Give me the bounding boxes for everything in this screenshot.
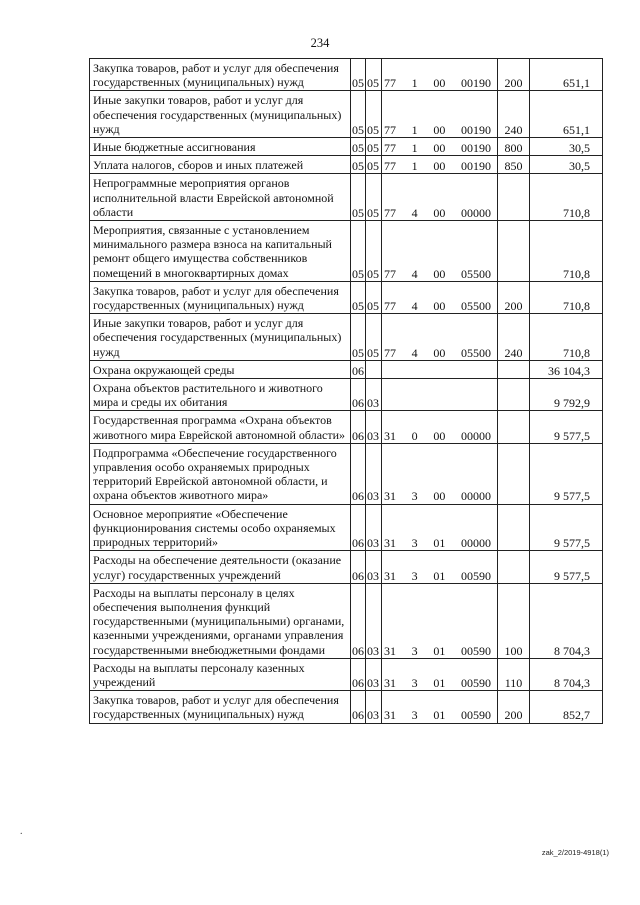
row-name-cell: Государственная программа «Охрана объектов животного мира Еврейской автономной области»	[90, 411, 351, 443]
target-article-part: 00590	[460, 675, 491, 690]
amount-cell: 710,8	[530, 221, 603, 282]
table-row	[90, 551, 603, 583]
target-article-part: 77	[384, 205, 396, 220]
subsection-code-cell: 03	[366, 443, 382, 504]
amount-cell: 36 104,3	[530, 360, 603, 378]
target-article-code	[384, 299, 495, 313]
expense-type-cell: 800	[498, 138, 530, 156]
row-name-cell: Расходы на выплаты персоналу в целях обеспечения выполнения функций государственными (муниципальными) органами, казенными учреждениями, органами управления государственными внебюджетными фондами	[90, 583, 351, 658]
row-name-cell: Основное мероприятие «Обеспечение функционирования системы особо охраняемых природных территорий»	[90, 504, 351, 551]
amount-cell: 30,5	[530, 138, 603, 156]
target-article-part: 01	[433, 708, 446, 723]
target-article-part: 00190	[460, 141, 491, 156]
target-article-part: 00	[433, 76, 446, 91]
row-name-cell: Иные закупки товаров, работ и услуг для обеспечения государственных (муниципальных) нужд	[90, 91, 351, 138]
subsection-code-cell: 05	[366, 91, 382, 138]
target-article-cell	[382, 314, 498, 361]
expense-type-cell	[498, 360, 530, 378]
target-article-part: 77	[384, 76, 396, 91]
table-row	[90, 691, 603, 723]
target-article-part: 00590	[460, 568, 491, 583]
expense-type-cell	[498, 443, 530, 504]
section-code-cell: 06	[351, 443, 366, 504]
section-code-cell: 05	[351, 281, 366, 313]
amount-cell: 9 577,5	[530, 443, 603, 504]
row-name-cell: Уплата налогов, сборов и иных платежей	[90, 156, 351, 174]
row-name-cell: Охрана объектов растительного и животного мира и среды их обитания	[90, 379, 351, 411]
expense-type-cell: 200	[498, 59, 530, 91]
target-article-code	[384, 159, 495, 173]
section-code-cell: 05	[351, 221, 366, 282]
expense-type-cell	[498, 174, 530, 221]
table-row	[90, 360, 603, 378]
row-name-cell: Закупка товаров, работ и услуг для обеспечения государственных (муниципальных) нужд	[90, 281, 351, 313]
amount-cell: 651,1	[530, 59, 603, 91]
target-article-part: 0	[411, 428, 418, 443]
row-name-cell: Непрограммные мероприятия органов исполнительной власти Еврейской автономной области	[90, 174, 351, 221]
expense-type-cell	[498, 411, 530, 443]
target-article-cell	[382, 443, 498, 504]
target-article-code	[384, 489, 495, 503]
amount-cell: 710,8	[530, 314, 603, 361]
section-code-cell: 05	[351, 174, 366, 221]
subsection-code-cell: 03	[366, 551, 382, 583]
target-article-part: 00590	[460, 708, 491, 723]
table-row	[90, 221, 603, 282]
subsection-code-cell: 05	[366, 281, 382, 313]
target-article-part: 00	[433, 345, 446, 360]
table-row	[90, 658, 603, 690]
target-article-part: 00000	[460, 536, 491, 551]
target-article-part: 00	[433, 266, 446, 281]
table-row	[90, 443, 603, 504]
target-article-part: 77	[384, 159, 396, 174]
target-article-part: 77	[384, 122, 396, 137]
target-article-part: 31	[384, 643, 396, 658]
expense-type-cell	[498, 379, 530, 411]
section-code-cell: 05	[351, 156, 366, 174]
margin-mark: .	[20, 826, 23, 837]
target-article-part: 31	[384, 675, 396, 690]
expense-type-cell: 110	[498, 658, 530, 690]
target-article-code	[384, 267, 495, 281]
target-article-code	[384, 346, 495, 360]
subsection-code-cell: 05	[366, 156, 382, 174]
subsection-code-cell: 05	[366, 314, 382, 361]
subsection-code-cell: 03	[366, 658, 382, 690]
table-row	[90, 138, 603, 156]
amount-cell: 9 577,5	[530, 504, 603, 551]
row-name-cell: Закупка товаров, работ и услуг для обеспечения государственных (муниципальных) нужд	[90, 59, 351, 91]
section-code-cell: 05	[351, 59, 366, 91]
target-article-part: 00000	[460, 428, 491, 443]
row-name-cell: Иные закупки товаров, работ и услуг для обеспечения государственных (муниципальных) нужд	[90, 314, 351, 361]
row-name-cell: Расходы на выплаты персоналу казенных учреждений	[90, 658, 351, 690]
target-article-cell	[382, 504, 498, 551]
row-name-cell: Расходы на обеспечение деятельности (оказание услуг) государственных учреждений	[90, 551, 351, 583]
target-article-part: 1	[411, 76, 418, 91]
target-article-part: 3	[411, 708, 418, 723]
table-row	[90, 411, 603, 443]
target-article-part: 4	[411, 266, 418, 281]
table-row	[90, 174, 603, 221]
target-article-part: 3	[411, 643, 418, 658]
target-article-code	[384, 536, 495, 550]
target-article-part: 31	[384, 536, 396, 551]
subsection-code-cell: 03	[366, 411, 382, 443]
table-row	[90, 314, 603, 361]
target-article-part: 05500	[460, 345, 491, 360]
expense-type-cell	[498, 551, 530, 583]
target-article-cell	[382, 360, 498, 378]
target-article-part: 01	[433, 643, 446, 658]
target-article-cell	[382, 174, 498, 221]
section-code-cell: 05	[351, 91, 366, 138]
target-article-cell	[382, 59, 498, 91]
target-article-part: 4	[411, 299, 418, 314]
target-article-part: 05500	[460, 299, 491, 314]
section-code-cell: 06	[351, 658, 366, 690]
target-article-code	[384, 708, 495, 722]
target-article-code	[384, 644, 495, 658]
subsection-code-cell: 05	[366, 174, 382, 221]
section-code-cell: 06	[351, 411, 366, 443]
section-code-cell: 06	[351, 691, 366, 723]
table-row	[90, 156, 603, 174]
amount-cell: 8 704,3	[530, 658, 603, 690]
expense-type-cell: 850	[498, 156, 530, 174]
row-name-cell: Подпрограмма «Обеспечение государственного управления особо охраняемых природных территорий Еврейской автономной области, и охрана объектов животного мира»	[90, 443, 351, 504]
expense-type-cell	[498, 221, 530, 282]
target-article-part: 00	[433, 205, 446, 220]
amount-cell: 9 577,5	[530, 411, 603, 443]
target-article-part: 01	[433, 536, 446, 551]
target-article-cell	[382, 691, 498, 723]
target-article-part: 00190	[460, 159, 491, 174]
target-article-part: 4	[411, 205, 418, 220]
footer-document-code: zak_2/2019-4918(1)	[541, 848, 609, 857]
target-article-part: 00190	[460, 76, 491, 91]
target-article-part: 1	[411, 122, 418, 137]
target-article-part: 77	[384, 266, 396, 281]
row-name-cell: Мероприятия, связанные с установлением минимального размера взноса на капитальный ремонт общего имущества собственников помещений в многоквартирных домах	[90, 221, 351, 282]
target-article-part: 01	[433, 568, 446, 583]
expense-type-cell: 200	[498, 691, 530, 723]
target-article-code	[384, 676, 495, 690]
row-name-cell: Охрана окружающей среды	[90, 360, 351, 378]
target-article-part: 05500	[460, 266, 491, 281]
expense-type-cell: 240	[498, 91, 530, 138]
target-article-part: 00	[433, 299, 446, 314]
target-article-cell	[382, 551, 498, 583]
subsection-code-cell: 05	[366, 138, 382, 156]
amount-cell: 710,8	[530, 281, 603, 313]
table-row	[90, 379, 603, 411]
amount-cell: 9 792,9	[530, 379, 603, 411]
amount-cell: 30,5	[530, 156, 603, 174]
target-article-cell	[382, 411, 498, 443]
target-article-part: 31	[384, 489, 396, 504]
expense-type-cell: 100	[498, 583, 530, 658]
target-article-part: 00	[433, 141, 446, 156]
target-article-part: 3	[411, 489, 418, 504]
amount-cell: 8 704,3	[530, 583, 603, 658]
page-number: 234	[310, 36, 330, 50]
row-name-cell: Закупка товаров, работ и услуг для обеспечения государственных (муниципальных) нужд	[90, 691, 351, 723]
row-name-cell: Иные бюджетные ассигнования	[90, 138, 351, 156]
target-article-part: 00	[433, 159, 446, 174]
target-article-code	[384, 206, 495, 220]
expense-type-cell: 200	[498, 281, 530, 313]
target-article-part: 00590	[460, 643, 491, 658]
amount-cell: 651,1	[530, 91, 603, 138]
subsection-code-cell: 03	[366, 583, 382, 658]
target-article-part: 3	[411, 536, 418, 551]
subsection-code-cell: 03	[366, 691, 382, 723]
expense-type-cell: 240	[498, 314, 530, 361]
amount-cell: 852,7	[530, 691, 603, 723]
target-article-cell	[382, 583, 498, 658]
target-article-part: 00	[433, 122, 446, 137]
section-code-cell: 06	[351, 379, 366, 411]
target-article-cell	[382, 281, 498, 313]
target-article-code	[384, 569, 495, 583]
budget-table	[89, 58, 603, 724]
target-article-part: 4	[411, 345, 418, 360]
table-row	[90, 59, 603, 91]
target-article-part: 31	[384, 708, 396, 723]
target-article-part: 00190	[460, 122, 491, 137]
target-article-code	[384, 429, 495, 443]
target-article-part: 1	[411, 141, 418, 156]
table-row	[90, 583, 603, 658]
target-article-part: 77	[384, 345, 396, 360]
amount-cell: 9 577,5	[530, 551, 603, 583]
target-article-cell	[382, 156, 498, 174]
section-code-cell: 05	[351, 314, 366, 361]
target-article-cell	[382, 658, 498, 690]
target-article-part: 3	[411, 675, 418, 690]
table-row	[90, 504, 603, 551]
target-article-cell	[382, 138, 498, 156]
target-article-part: 00	[433, 489, 446, 504]
target-article-part: 1	[411, 159, 418, 174]
target-article-part: 00000	[460, 489, 491, 504]
target-article-part: 01	[433, 675, 446, 690]
subsection-code-cell: 05	[366, 59, 382, 91]
table-row	[90, 281, 603, 313]
target-article-cell	[382, 221, 498, 282]
target-article-code	[384, 141, 495, 155]
expense-type-cell	[498, 504, 530, 551]
target-article-code	[384, 123, 495, 137]
target-article-part: 31	[384, 428, 396, 443]
target-article-part: 31	[384, 568, 396, 583]
subsection-code-cell	[366, 360, 382, 378]
table-row	[90, 91, 603, 138]
table-body	[90, 59, 603, 724]
section-code-cell: 06	[351, 504, 366, 551]
subsection-code-cell: 03	[366, 379, 382, 411]
subsection-code-cell: 05	[366, 221, 382, 282]
target-article-part: 3	[411, 568, 418, 583]
section-code-cell: 06	[351, 551, 366, 583]
target-article-cell	[382, 91, 498, 138]
target-article-cell	[382, 379, 498, 411]
target-article-part: 77	[384, 141, 396, 156]
target-article-part: 77	[384, 299, 396, 314]
section-code-cell: 06	[351, 360, 366, 378]
subsection-code-cell: 03	[366, 504, 382, 551]
section-code-cell: 05	[351, 138, 366, 156]
target-article-code	[384, 76, 495, 90]
target-article-part: 00000	[460, 205, 491, 220]
target-article-part: 00	[433, 428, 446, 443]
section-code-cell: 06	[351, 583, 366, 658]
amount-cell: 710,8	[530, 174, 603, 221]
